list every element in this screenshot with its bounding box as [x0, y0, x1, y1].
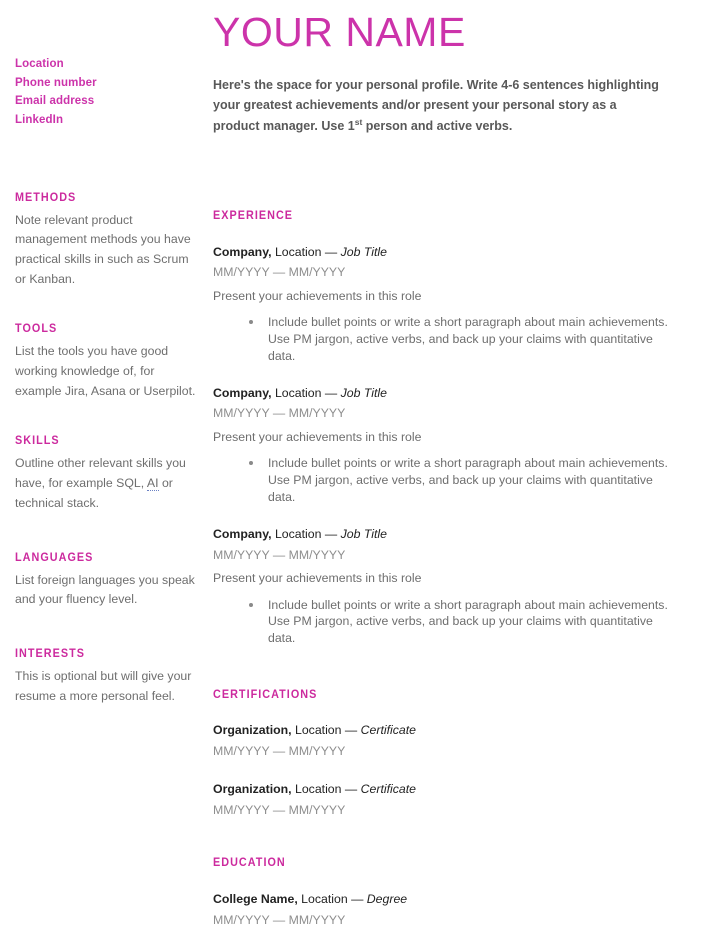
skills-text-part2: or technical stack. [15, 475, 173, 510]
experience-location: Location — [271, 244, 341, 259]
experience-bullet: Include bullet points or write a short paragraph about main achievements. Use PM jargon, active verbs, and back up your claims with quantitative data. [249, 597, 675, 648]
page-title: YOUR NAME [213, 9, 466, 55]
certification-name: Certificate [360, 723, 416, 738]
heading-experience: EXPERIENCE [213, 209, 294, 222]
sidebar-heading-skills: SKILLS [15, 434, 60, 447]
certification-location: Location — [291, 723, 361, 738]
skills-text-part1: Outline other relevant skills you have, for example SQL, [15, 455, 186, 490]
education-location: Location — [297, 892, 367, 907]
certification-location: Location — [291, 782, 361, 797]
experience-subtitle: Present your achievements in this role [213, 288, 422, 303]
contact-location[interactable]: Location [15, 58, 64, 70]
experience-entry [213, 384, 675, 506]
experience-subtitle: Present your achievements in this role [213, 571, 422, 586]
section-certifications [213, 689, 675, 819]
sidebar-heading-methods: METHODS [15, 191, 77, 204]
experience-entry [213, 525, 675, 647]
profile-summary [213, 75, 661, 136]
experience-entry-title [213, 243, 675, 261]
experience-bullet: Include bullet points or write a short paragraph about main achievements. Use PM jargon, active verbs, and back up your claims with quantitative data. [249, 455, 675, 506]
certification-entry-title [213, 721, 675, 739]
sidebar-section-methods [15, 192, 205, 291]
certification-organization: Organization, [213, 782, 292, 797]
main-column [205, 0, 710, 927]
education-degree: Degree [366, 892, 408, 907]
education-dates: MM/YYYY — MM/YYYY [213, 912, 346, 927]
experience-entry-title [213, 525, 675, 543]
sidebar-heading-interests: INTERESTS [15, 648, 85, 661]
certification-entry [213, 721, 675, 760]
education-school: College Name, [213, 892, 298, 907]
sidebar-heading-languages: LANGUAGES [15, 551, 94, 564]
experience-location: Location — [271, 385, 341, 400]
certification-name: Certificate [360, 782, 416, 797]
contact-phone[interactable]: Phone number [15, 76, 97, 89]
sidebar-body-languages: List foreign languages you speak and your fluency level. [15, 572, 195, 607]
contact-linkedin[interactable]: LinkedIn [15, 113, 64, 126]
certification-dates: MM/YYYY — MM/YYYY [213, 743, 346, 758]
experience-company: Company, [213, 385, 272, 400]
heading-certifications: CERTIFICATIONS [213, 689, 318, 702]
education-entry-title [213, 890, 675, 908]
spellcheck-flagged-word[interactable]: AI [146, 475, 159, 490]
sidebar-section-languages [15, 552, 205, 611]
sidebar-body-interests: This is optional but will give your resume a more personal feel. [15, 669, 192, 704]
certification-dates: MM/YYYY — MM/YYYY [213, 802, 346, 817]
sidebar-section-interests [15, 648, 205, 707]
section-education [213, 857, 675, 929]
education-entry [213, 890, 675, 929]
sidebar-heading-tools: TOOLS [15, 323, 58, 336]
experience-bullet: Include bullet points or write a short paragraph about main achievements. Use PM jargon, active verbs, and back up your claims with quantitative data. [249, 314, 675, 365]
sidebar-section-tools [15, 323, 205, 402]
experience-entry [213, 243, 675, 365]
profile-text-before: Here's the space for your personal profile. Write 4-6 sentences highlighting your greatest achievements and/or present your personal story as a product manager. Use 1 [213, 78, 659, 133]
experience-job-title: Job Title [340, 385, 387, 400]
certification-entry [213, 780, 675, 819]
contact-list [15, 55, 205, 130]
experience-bullet-list [213, 314, 675, 365]
experience-company: Company, [213, 527, 272, 542]
experience-job-title: Job Title [340, 244, 387, 259]
sidebar-body-skills [15, 454, 197, 514]
profile-ordinal-suffix: st [354, 116, 363, 127]
sidebar-body-tools: List the tools you have good working knowledge of, for example Jira, Asana or Userpilot. [15, 344, 196, 398]
section-experience [213, 210, 675, 648]
experience-company: Company, [213, 244, 272, 259]
contact-email[interactable]: Email address [15, 95, 95, 108]
profile-text-after: person and active verbs. [362, 118, 513, 133]
experience-location: Location — [271, 527, 341, 542]
certification-entry-title [213, 780, 675, 798]
experience-entry-title [213, 384, 675, 402]
experience-bullet-list [213, 597, 675, 648]
experience-dates: MM/YYYY — MM/YYYY [213, 265, 346, 280]
experience-bullet-list [213, 455, 675, 506]
sidebar [0, 0, 205, 809]
sidebar-section-skills [15, 435, 205, 514]
experience-dates: MM/YYYY — MM/YYYY [213, 406, 346, 421]
experience-subtitle: Present your achievements in this role [213, 429, 422, 444]
heading-education: EDUCATION [213, 857, 286, 870]
experience-job-title: Job Title [340, 527, 387, 542]
sidebar-body-methods: Note relevant product management methods you have practical skills in such as Scrum or Kanban. [15, 212, 191, 287]
experience-dates: MM/YYYY — MM/YYYY [213, 547, 346, 562]
certification-organization: Organization, [213, 723, 292, 738]
